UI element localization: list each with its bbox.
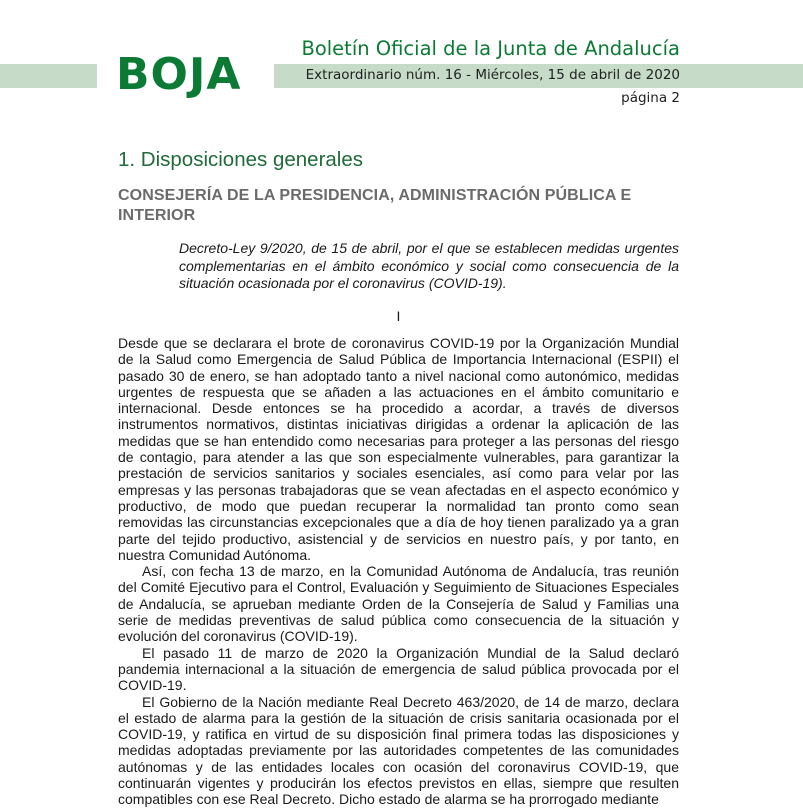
body-paragraph: El Gobierno de la Nación mediante Real Decreto 463/2020, de 14 de marzo, declara el estado de alarma para la gestión de la situación de crisis sanitaria ocasionada por el COVID-19, y ratifica en virtud de su disposición final primera todas las disposiciones y medidas adoptadas previamente por las autoridades competentes de las comunidades autónomas y de las entidades locales con ocasión del coronavirus COVID-19, que continuarán vigentes y producirán los efectos previstos en ellas, siempre que resulten compatibles con ese Real Decreto. Dicho estado de alarma se ha prorrogado mediante (118, 693, 679, 808)
body-paragraph: El pasado 11 de marzo de 2020 la Organización Mundial de la Salud declaró pandemia internacional a la situación de emergencia de salud pública provocada por el COVID-19. (118, 644, 679, 694)
page-number: página 2 (621, 90, 680, 106)
section-title: 1. Disposiciones generales (118, 148, 363, 171)
section-roman-numeral: I (396, 308, 401, 324)
boja-logo: BOJA (116, 49, 242, 100)
body-paragraph: Así, con fecha 13 de marzo, en la Comunidad Autónoma de Andalucía, tras reunión del Comité Ejecutivo para el Control, Evaluación y Seguimiento de Situaciones Especiales de Andalucía, se aprueban mediante Orden de la Consejería de Salud y Familias una serie de medidas preventivas de salud pública como consecuencia de la situación y evolución del coronavirus (COVID-19). (118, 563, 679, 645)
body-text (118, 335, 679, 808)
decree-title: Decreto-Ley 9/2020, de 15 de abril, por el que se establecen medidas urgentes complementarias en el ámbito económico y social como consecuencia de la situación ocasionada por el coronavirus (COVID-19). (179, 240, 679, 291)
bulletin-title: Boletín Oficial de la Junta de Andalucía (301, 37, 680, 60)
edition-info: Extraordinario núm. 16 - Miércoles, 15 de abril de 2020 (305, 67, 680, 83)
organization-title: CONSEJERÍA DE LA PRESIDENCIA, ADMINISTRACIÓN PÚBLICA E INTERIOR (118, 187, 632, 224)
header-band-left (0, 64, 97, 88)
body-paragraph: Desde que se declarara el brote de coronavirus COVID-19 por la Organización Mundial de la Salud como Emergencia de Salud Pública de Importancia Internacional (ESPII) el pasado 30 de enero, se han adoptado tanto a nivel nacional como autonómico, medidas urgentes de respuesta que se añaden a las actuaciones en el ámbito comunitario e internacional. Desde entonces se ha procedido a acordar, a través de diversos instrumentos normativos, distintas iniciativas dirigidas a ordenar la aplicación de las medidas que se han entendido como necesarias para proteger a las personas del riesgo de contagio, para atender a las que son especialmente vulnerables, para garantizar la prestación de servicios sanitarios y sociales esenciales, así como para velar por las empresas y las personas trabajadoras que se vean afectadas en el aspecto económico y productivo, de modo que puedan recuperar la normalidad tan pronto como sean removidas las circunstancias excepcionales que a día de hoy tienen paralizado ya a gran parte del tejido productivo, asistencial y de servicios en nuestro país, y por tanto, en nuestra Comunidad Autónoma. (118, 335, 679, 563)
